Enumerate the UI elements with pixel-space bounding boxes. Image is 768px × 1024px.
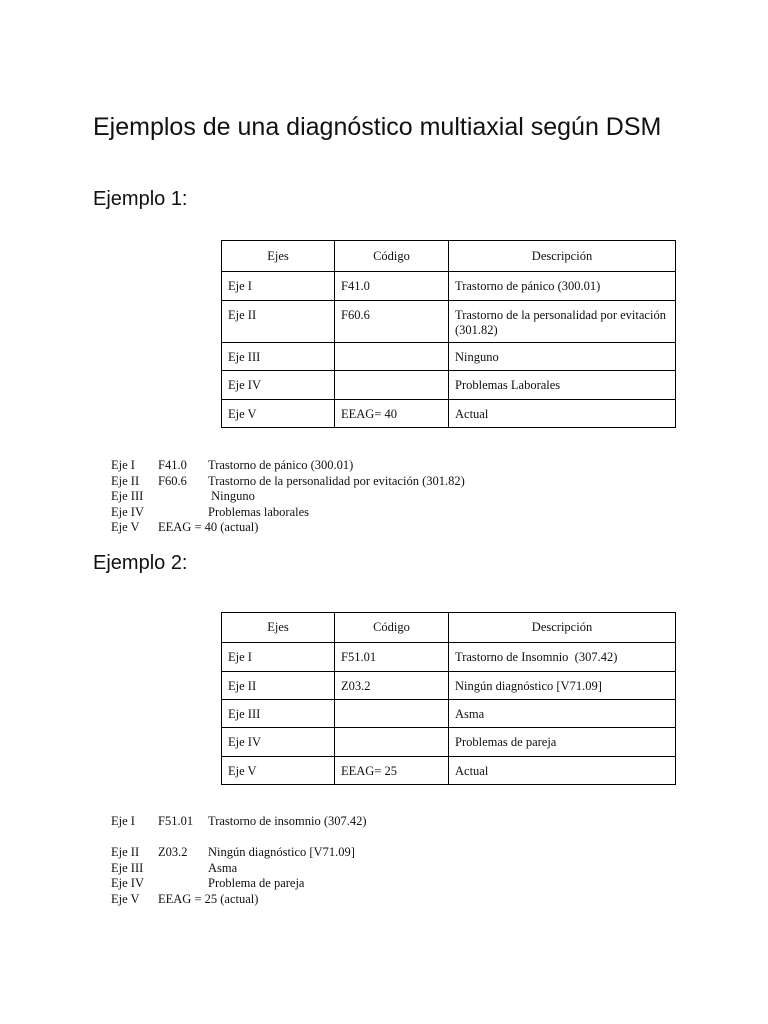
table-row <box>222 643 676 672</box>
cell-descripcion: Trastorno de pánico (300.01) <box>449 272 676 301</box>
page-title: Ejemplos de una diagnóstico multiaxial según DSM <box>93 113 662 141</box>
cell-codigo: Z03.2 <box>335 672 449 700</box>
list-codigo: F41.0 <box>158 458 187 472</box>
example-1-heading: Ejemplo 1: <box>93 188 188 210</box>
list-eje: Eje IV <box>111 504 144 519</box>
header-codigo: Código <box>335 613 449 643</box>
list-codigo: F60.6 <box>158 473 187 488</box>
cell-codigo: EEAG= 25 <box>335 757 449 785</box>
cell-codigo: F51.01 <box>335 643 449 672</box>
cell-codigo: F60.6 <box>335 301 449 343</box>
cell-eje: Eje V <box>222 400 335 428</box>
cell-descripcion: Actual <box>449 400 676 428</box>
list-eje: Eje II <box>111 473 140 488</box>
list-descripcion: Trastorno de la personalidad por evitación (301.82) <box>208 473 465 488</box>
cell-codigo: EEAG= 40 <box>335 400 449 428</box>
cell-eje: Eje III <box>222 700 335 728</box>
table-row <box>222 728 676 757</box>
example-1-table <box>221 240 676 428</box>
cell-descripcion: Trastorno de Insomnio (307.42) <box>449 643 676 672</box>
cell-eje: Eje I <box>222 272 335 301</box>
table-row <box>222 371 676 400</box>
header-ejes: Ejes <box>222 613 335 643</box>
cell-eje: Eje II <box>222 672 335 700</box>
list-codigo: F51.01 <box>158 814 194 828</box>
table-header-row <box>222 241 676 272</box>
cell-codigo <box>335 343 449 371</box>
table-row <box>222 700 676 728</box>
table-row <box>222 301 676 343</box>
example-2-heading: Ejemplo 2: <box>93 552 188 574</box>
cell-descripcion: Problemas Laborales <box>449 371 676 400</box>
cell-eje: Eje IV <box>222 728 335 757</box>
list-codigo: EEAG = 25 (actual) <box>158 891 259 906</box>
example-2-table <box>221 612 676 785</box>
cell-descripcion: Ningún diagnóstico [V71.09] <box>449 672 676 700</box>
header-codigo: Código <box>335 241 449 272</box>
list-descripcion: Trastorno de insomnio (307.42) <box>208 814 367 828</box>
list-codigo: Z03.2 <box>158 845 188 859</box>
table-row <box>222 757 676 785</box>
list-codigo: EEAG = 40 (actual) <box>158 520 259 534</box>
list-eje: Eje III <box>111 489 144 503</box>
table-row <box>222 343 676 371</box>
cell-descripcion: Asma <box>449 700 676 728</box>
cell-descripcion: Trastorno de la personalidad por evitación (301.82) <box>449 301 676 343</box>
cell-codigo <box>335 728 449 757</box>
table-row <box>222 400 676 428</box>
header-ejes: Ejes <box>222 241 335 272</box>
table-header-row <box>222 613 676 643</box>
list-descripcion: Asma <box>208 860 238 875</box>
list-eje: Eje II <box>111 845 140 859</box>
cell-eje: Eje V <box>222 757 335 785</box>
cell-descripcion: Problemas de pareja <box>449 728 676 757</box>
cell-eje: Eje III <box>222 343 335 371</box>
header-descripcion: Descripción <box>449 241 676 272</box>
cell-codigo <box>335 371 449 400</box>
list-eje: Eje IV <box>111 876 144 890</box>
list-eje: Eje III <box>111 860 144 875</box>
list-descripcion: Trastorno de pánico (300.01) <box>208 458 354 472</box>
list-eje: Eje V <box>111 520 140 534</box>
cell-codigo <box>335 700 449 728</box>
header-descripcion: Descripción <box>449 613 676 643</box>
list-descripcion: Ninguno <box>208 489 255 503</box>
list-descripcion: Problemas laborales <box>208 504 310 519</box>
list-eje: Eje I <box>111 814 135 828</box>
cell-descripcion: Ninguno <box>449 343 676 371</box>
table-row <box>222 672 676 700</box>
table-row <box>222 272 676 301</box>
cell-descripcion: Actual <box>449 757 676 785</box>
list-descripcion: Problema de pareja <box>208 876 305 890</box>
list-eje: Eje V <box>111 891 140 906</box>
list-descripcion: Ningún diagnóstico [V71.09] <box>208 845 355 859</box>
cell-eje: Eje II <box>222 301 335 343</box>
cell-eje: Eje IV <box>222 371 335 400</box>
cell-codigo: F41.0 <box>335 272 449 301</box>
cell-eje: Eje I <box>222 643 335 672</box>
list-eje: Eje I <box>111 458 135 472</box>
